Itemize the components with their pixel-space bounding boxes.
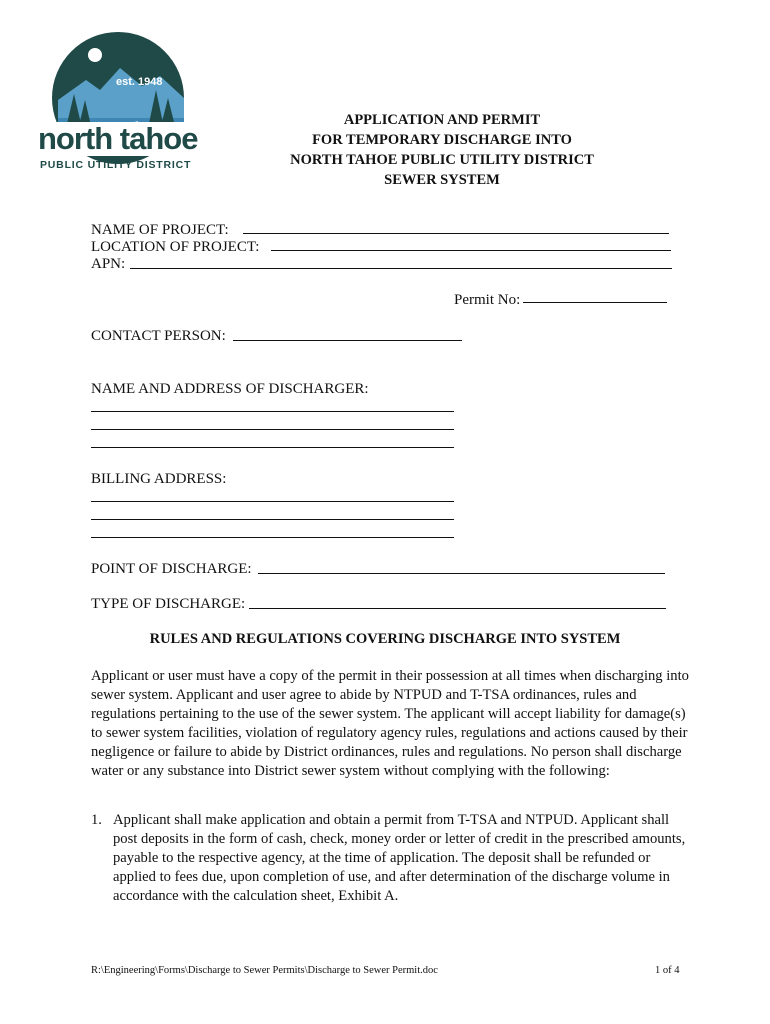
billing-line-2[interactable]: [91, 519, 454, 520]
contact-person-field[interactable]: [233, 340, 462, 341]
project-location-label: LOCATION OF PROJECT:: [91, 239, 260, 255]
intro-paragraph: Applicant or user must have a copy of the permit in their possession at all times when discharging into sewer system. Applicant and user agree to abide by NTPUD and T-TSA ordinances, rules and regulations pertaining to the use of the sewer system. The applicant will accept liability for damage(s) to sewer system facilities, violation of regulatory agency rules, regulations and actions caused by their negligence or failure to abide by District ordinances, rules and regulations. No person shall discharge water or any substance into District sewer system without complying with the following:: [91, 668, 689, 779]
list-item-text: Applicant shall make application and obtain a permit from T-TSA and NTPUD. Applicant shall post deposits in the form of cash, check, money order or letter of credit in the prescribed amounts, payable to the respective agency, at the time of application. The deposit shall be refunded or applied to fees due, upon completion of use, and after determination of the discharge volume in accordance with the calculation sheet, Exhibit A.: [113, 812, 686, 904]
project-name-field[interactable]: [243, 233, 669, 234]
document-title: [230, 110, 654, 190]
permit-no-label: Permit No:: [454, 292, 521, 308]
project-name-label: NAME OF PROJECT:: [91, 222, 229, 238]
billing-line-3[interactable]: [91, 537, 454, 538]
title-line-1: APPLICATION AND PERMIT: [343, 112, 541, 128]
type-of-discharge-label: TYPE OF DISCHARGE:: [91, 596, 246, 612]
project-location-field[interactable]: [271, 250, 671, 251]
apn-label: APN:: [91, 256, 126, 272]
permit-no-field[interactable]: [523, 302, 667, 303]
point-of-discharge-field[interactable]: [258, 573, 665, 574]
list-item: [91, 811, 691, 906]
footer-page-number: 1 of 4: [655, 965, 680, 976]
ntpud-logo: [38, 28, 198, 178]
logo-wordmark: north tahoe: [38, 121, 198, 156]
discharger-line-1[interactable]: [91, 411, 454, 412]
apn-field[interactable]: [130, 268, 672, 269]
title-line-3: NORTH TAHOE PUBLIC UTILITY DISTRICT: [290, 152, 594, 168]
billing-line-1[interactable]: [91, 501, 454, 502]
point-of-discharge-label: POINT OF DISCHARGE:: [91, 561, 252, 577]
discharger-label: NAME AND ADDRESS OF DISCHARGER:: [91, 381, 369, 397]
rules-heading: RULES AND REGULATIONS COVERING DISCHARGE INTO SYSTEM: [149, 631, 621, 647]
list-item-number: 1.: [91, 812, 102, 828]
billing-address-label: BILLING ADDRESS:: [91, 471, 227, 487]
contact-person-label: CONTACT PERSON:: [91, 328, 226, 344]
logo-subtitle: PUBLIC UTILITY DISTRICT: [40, 159, 192, 171]
title-line-4: SEWER SYSTEM: [384, 172, 500, 188]
footer-file-path: R:\Engineering\Forms\Discharge to Sewer Permits\Discharge to Sewer Permit.doc: [91, 965, 438, 976]
type-of-discharge-field[interactable]: [249, 608, 666, 609]
discharger-line-2[interactable]: [91, 429, 454, 430]
discharger-line-3[interactable]: [91, 447, 454, 448]
title-line-2: FOR TEMPORARY DISCHARGE INTO: [312, 132, 572, 148]
logo-est: est. 1948: [116, 76, 163, 88]
